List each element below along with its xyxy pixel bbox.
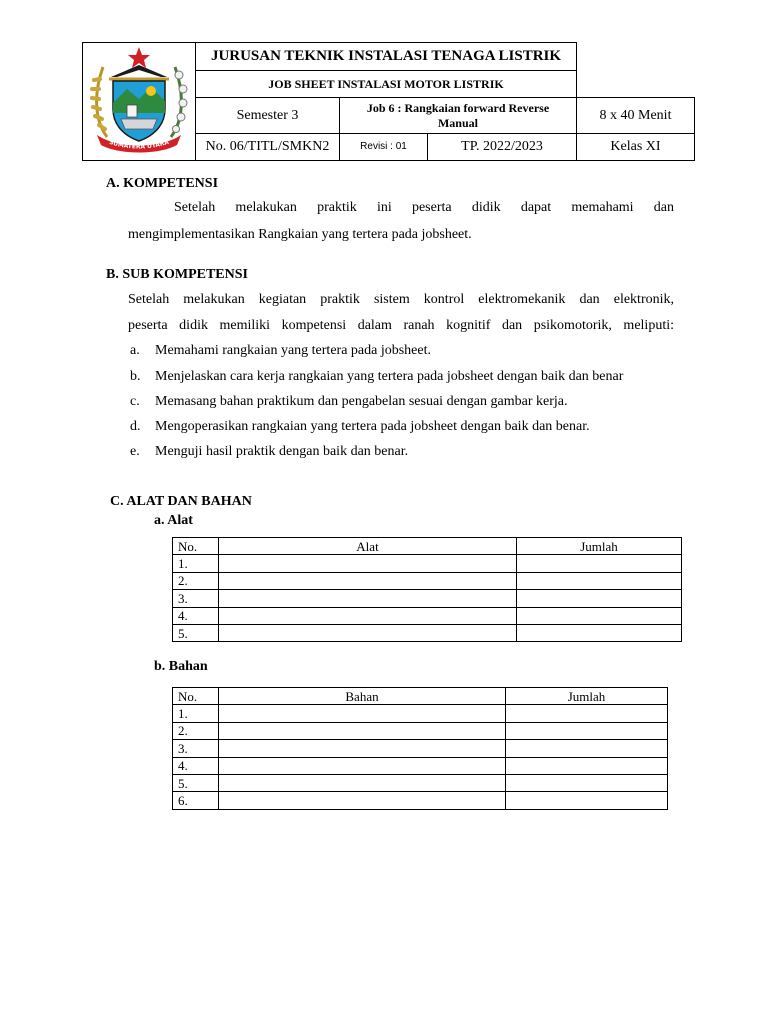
column-header: Alat <box>219 538 517 555</box>
row-number: 4. <box>173 607 219 624</box>
alat-cell[interactable] <box>219 607 517 624</box>
svg-text:SUMATERA UTARA: SUMATERA UTARA <box>108 138 170 151</box>
section-b-line2: peserta didik memiliki kompetensi dalam ranah kognitif dan psikomotorik, meliputi: <box>128 318 674 333</box>
row-number: 1. <box>173 555 219 572</box>
table-row <box>173 757 668 774</box>
bahan-subheading: b. Bahan <box>154 659 208 674</box>
row-number: 6. <box>173 792 219 809</box>
bahan-cell[interactable] <box>219 740 506 757</box>
job-title-line1: Job 6 : Rangkaian forward Reverse <box>366 100 550 115</box>
section-a-line2: mengimplementasikan Rangkaian yang tertera pada jobsheet. <box>128 227 472 242</box>
alat-cell[interactable] <box>219 572 517 589</box>
jumlah-cell[interactable] <box>506 740 668 757</box>
sheet-title: JOB SHEET INSTALASI MOTOR LISTRIK <box>196 71 577 98</box>
jumlah-cell[interactable] <box>517 572 682 589</box>
province-emblem-logo <box>87 43 191 155</box>
document-number-cell: No. 06/TITL/SMKN2 <box>196 133 340 160</box>
jumlah-cell[interactable] <box>517 555 682 572</box>
table-row <box>173 555 682 572</box>
jumlah-cell[interactable] <box>517 624 682 641</box>
list-marker: e. <box>130 444 140 459</box>
row-number: 2. <box>173 722 219 739</box>
job-title-line2: Manual <box>437 115 478 130</box>
table-row <box>173 590 682 607</box>
table-row <box>173 792 668 809</box>
section-a-heading: A. KOMPETENSI <box>106 176 219 191</box>
alat-table <box>172 537 682 642</box>
jumlah-cell[interactable] <box>517 590 682 607</box>
row-number: 1. <box>173 705 219 722</box>
table-row <box>173 740 668 757</box>
row-number: 3. <box>173 590 219 607</box>
alat-cell[interactable] <box>219 590 517 607</box>
bahan-cell[interactable] <box>219 757 506 774</box>
alat-cell[interactable] <box>219 624 517 641</box>
column-header: Bahan <box>219 688 506 705</box>
bahan-cell[interactable] <box>219 792 506 809</box>
job-title-cell <box>340 98 577 133</box>
table-row <box>173 774 668 791</box>
list-marker: b. <box>130 369 141 384</box>
bahan-cell[interactable] <box>219 705 506 722</box>
class-cell: Kelas XI <box>577 133 695 160</box>
duration-cell: 8 x 40 Menit <box>577 98 695 133</box>
section-a-line1: Setelah melakukan praktik ini peserta didik dapat memahami dan <box>174 200 674 215</box>
list-marker: d. <box>130 419 141 434</box>
row-number: 2. <box>173 572 219 589</box>
section-c-heading: C. ALAT DAN BAHAN <box>110 494 252 509</box>
logo-cell <box>83 43 196 161</box>
alat-cell[interactable] <box>219 555 517 572</box>
row-number: 5. <box>173 624 219 641</box>
list-item-text: Menjelaskan cara kerja rangkaian yang tertera pada jobsheet dengan baik dan benar <box>155 369 624 384</box>
semester-cell: Semester 3 <box>196 98 340 133</box>
bahan-cell[interactable] <box>219 722 506 739</box>
row-number: 4. <box>173 757 219 774</box>
jumlah-cell[interactable] <box>506 774 668 791</box>
table-row <box>173 572 682 589</box>
header-table <box>82 42 695 161</box>
alat-subheading: a. Alat <box>154 513 193 528</box>
row-number: 3. <box>173 740 219 757</box>
table-row <box>173 624 682 641</box>
column-header: No. <box>173 538 219 555</box>
section-b-line1: Setelah melakukan kegiatan praktik sistem kontrol elektromekanik dan elektronik, <box>128 292 674 307</box>
row-number: 5. <box>173 774 219 791</box>
table-row <box>173 607 682 624</box>
jumlah-cell[interactable] <box>506 757 668 774</box>
bahan-cell[interactable] <box>219 774 506 791</box>
revision-cell: Revisi : 01 <box>340 133 428 160</box>
table-row <box>173 705 668 722</box>
table-header-row <box>173 538 682 555</box>
jumlah-cell[interactable] <box>517 607 682 624</box>
list-marker: c. <box>130 394 140 409</box>
jumlah-cell[interactable] <box>506 705 668 722</box>
list-marker: a. <box>130 343 140 358</box>
column-header: No. <box>173 688 219 705</box>
bahan-table <box>172 687 668 810</box>
school-year-cell: TP. 2022/2023 <box>428 133 577 160</box>
column-header: Jumlah <box>517 538 682 555</box>
jumlah-cell[interactable] <box>506 722 668 739</box>
table-header-row <box>173 688 668 705</box>
list-item-text: Memahami rangkaian yang tertera pada jobsheet. <box>155 343 431 358</box>
section-b-heading: B. SUB KOMPETENSI <box>106 267 248 282</box>
list-item-text: Memasang bahan praktikum dan pengabelan sesuai dengan gambar kerja. <box>155 394 568 409</box>
list-item-text: Menguji hasil praktik dengan baik dan benar. <box>155 444 409 459</box>
table-row <box>173 722 668 739</box>
jumlah-cell[interactable] <box>506 792 668 809</box>
list-item-text: Mengoperasikan rangkaian yang tertera pada jobsheet dengan baik dan benar. <box>155 419 590 434</box>
column-header: Jumlah <box>506 688 668 705</box>
department-title: JURUSAN TEKNIK INSTALASI TENAGA LISTRIK <box>196 43 577 71</box>
